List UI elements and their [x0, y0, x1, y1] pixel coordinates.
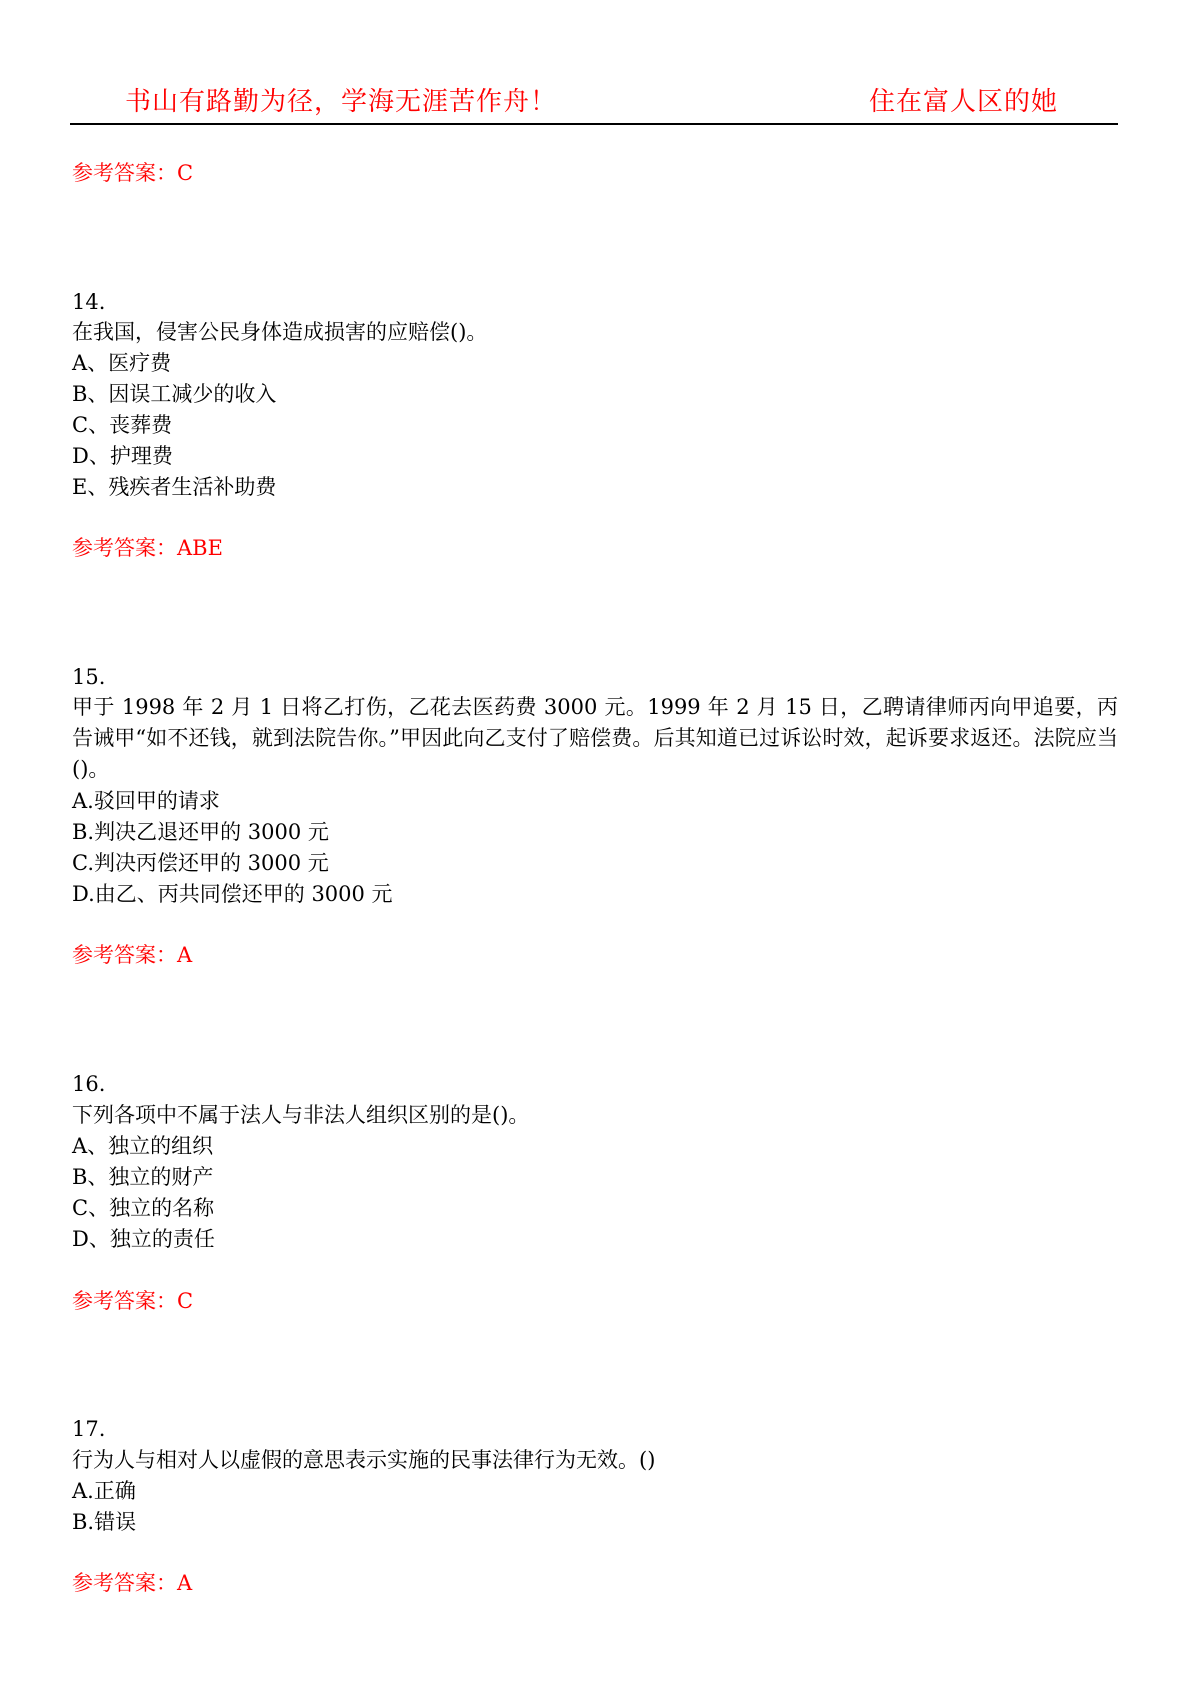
header-author: 住在富人区的她	[868, 87, 1058, 117]
option-15-a: A.驳回甲的请求	[72, 789, 220, 813]
option-14-c: C、丧葬费	[72, 413, 173, 437]
option-15-d: D.由乙、丙共同偿还甲的 3000 元	[72, 882, 393, 906]
option-17-b: B.错误	[72, 1510, 137, 1534]
question-stem-16: 下列各项中不属于法人与非法人组织区别的是()。	[72, 1103, 530, 1127]
question-number-15: 15.	[72, 665, 106, 689]
option-14-d: D、护理费	[72, 444, 173, 468]
option-15-b: B.判决乙退还甲的 3000 元	[72, 820, 329, 844]
option-14-a: A、医疗费	[72, 351, 172, 375]
option-14-b: B、因误工减少的收入	[72, 382, 277, 406]
option-17-a: A.正确	[72, 1479, 136, 1503]
question-stem-15: 甲于 1998 年 2 月 1 日将乙打伤，乙花去医药费 3000 元。1999 年 2 月 15 日，乙聘请律师丙向甲追要，丙告诫甲“如不还钱，就到法院告你。”甲因此向乙支付了赔偿费。后其知道已过诉讼时效，起诉要求返还。法院应当()。	[72, 695, 1118, 781]
option-14-e: E、残疾者生活补助费	[72, 475, 277, 499]
option-16-a: A、独立的组织	[72, 1134, 214, 1158]
answer-16: 参考答案：C	[72, 1289, 194, 1313]
question-number-14: 14.	[72, 290, 106, 314]
question-stem-17: 行为人与相对人以虚假的意思表示实施的民事法律行为无效。()	[72, 1448, 656, 1472]
answer-14: 参考答案：ABE	[72, 536, 223, 560]
answer-17: 参考答案：A	[72, 1571, 193, 1595]
page-header	[70, 75, 1118, 125]
question-number-16: 16.	[72, 1072, 106, 1096]
answer-13: 参考答案：C	[72, 161, 194, 185]
question-stem-14: 在我国，侵害公民身体造成损害的应赔偿()。	[72, 320, 488, 344]
header-motto: 书山有路勤为径，学海无涯苦作舟！	[125, 87, 558, 117]
question-number-17: 17.	[72, 1417, 106, 1441]
option-16-d: D、独立的责任	[72, 1227, 215, 1251]
answer-15: 参考答案：A	[72, 943, 193, 967]
option-16-b: B、独立的财产	[72, 1165, 214, 1189]
option-15-c: C.判决丙偿还甲的 3000 元	[72, 851, 329, 875]
option-16-c: C、独立的名称	[72, 1196, 215, 1220]
